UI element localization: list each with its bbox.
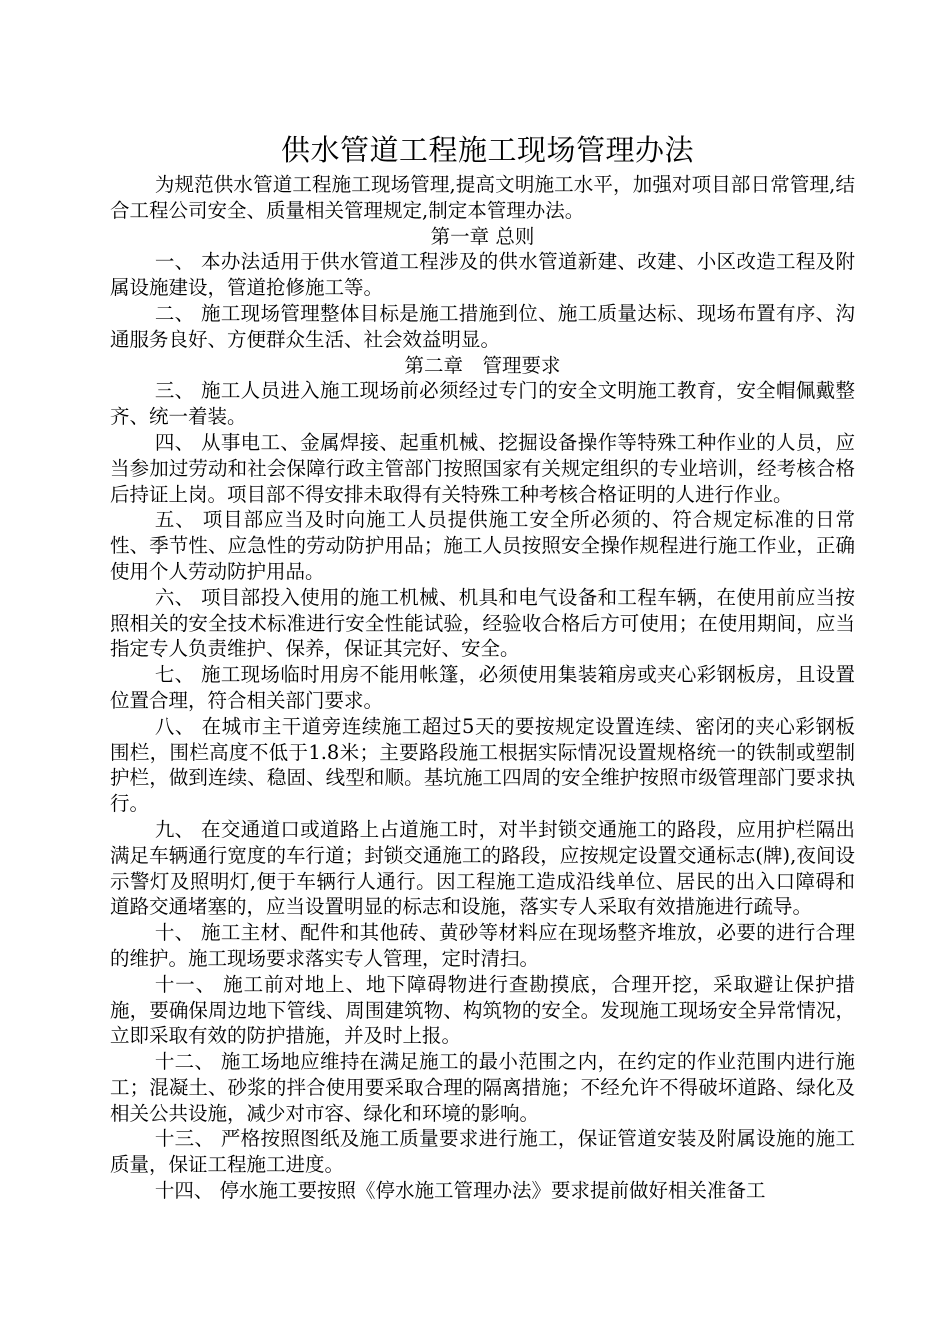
intro-paragraph: 为规范供水管道工程施工现场管理,提高文明施工水平，加强对项目部日常管理,结合工程公司安全、质量相关管理规定,制定本管理办法。 [110,173,855,222]
article-9: 九、 在交通道口或道路上占道施工时，对半封锁交通施工的路段，应用护栏隔出满足车辆通行宽度的车行道；封锁交通施工的路段，应按规定设置交通标志(牌),夜间设示警灯及照明灯,便于车辆行人通行。因工程施工造成沿线单位、居民的出入口障碍和道路交通堵塞的，应当设置明显的标志和设施，落实专人采取有效措施进行疏导。 [110,817,855,919]
article-11: 十一、 施工前对地上、地下障碍物进行查勘摸底，合理开挖，采取避让保护措施，要确保周边地下管线、周围建筑物、构筑物的安全。发现施工现场安全异常情况，立即采取有效的防护措施，并及时上报。 [110,972,855,1048]
article-3: 三、 施工人员进入施工现场前必须经过专门的安全文明施工教育，安全帽佩戴整齐、统一着装。 [110,379,855,429]
article-12: 十二、 施工场地应维持在满足施工的最小范围之内，在约定的作业范围内进行施工；混凝土、砂浆的拌合使用要采取合理的隔离措施；不经允许不得破坏道路、绿化及相关公共设施，减少对市容、绿化和环境的影响。 [110,1050,855,1125]
article-14: 十四、 停水施工要按照《停水施工管理办法》要求提前做好相关准备工 [154,1179,766,1203]
chapter-2-heading: 第二章 管理要求 [404,353,561,377]
article-7: 七、 施工现场临时用房不能用帐篷，必须使用集装箱房或夹心彩钢板房，且设置位置合理，符合相关部门要求。 [110,663,855,712]
chapter-1-heading: 第一章 总则 [430,224,535,248]
article-1: 一、 本办法适用于供水管道工程涉及的供水管道新建、改建、小区改造工程及附属设施建设，管道抢修施工等。 [110,250,855,300]
article-13: 十三、 严格按照图纸及施工质量要求进行施工，保证管道安装及附属设施的施工质量，保证工程施工进度。 [110,1127,855,1177]
article-2: 二、 施工现场管理整体目标是施工措施到位、施工质量达标、现场布置有序、沟通服务良好、方便群众生活、社会效益明显。 [110,301,855,351]
document-page [110,128,855,1204]
article-5: 五、 项目部应当及时向施工人员提供施工安全所必须的、符合规定标准的日常性、季节性、应急性的劳动防护用品；施工人员按照安全操作规程进行施工作业，正确使用个人劳动防护用品。 [110,508,855,583]
article-6: 六、 项目部投入使用的施工机械、机具和电气设备和工程车辆，在使用前应当按照相关的安全技术标准进行安全性能试验，经验收合格后方可使用；在使用期间，应当指定专人负责维护、保养，保证其完好、安全。 [110,585,855,661]
article-8: 八、 在城市主干道旁连续施工超过5天的要按规定设置连续、密闭的夹心彩钢板围栏，围栏高度不低于1.8米；主要路段施工根据实际情况设置规格统一的铁制或塑制护栏，做到连续、稳固、线型和顺。基坑施工四周的安全维护按照市级管理部门要求执行。 [110,714,855,816]
article-4: 四、 从事电工、金属焊接、起重机械、挖掘设备操作等特殊工种作业的人员，应当参加过劳动和社会保障行政主管部门按照国家有关规定组织的专业培训，经考核合格后持证上岗。项目部不得安排未取得有关特殊工种考核合格证明的人进行作业。 [110,430,855,506]
document-title: 供水管道工程施工现场管理办法 [280,133,694,167]
article-10: 十、 施工主材、配件和其他砖、黄砂等材料应在现场整齐堆放，必要的进行合理的维护。施工现场要求落实专人管理，定时清扫。 [110,921,855,970]
